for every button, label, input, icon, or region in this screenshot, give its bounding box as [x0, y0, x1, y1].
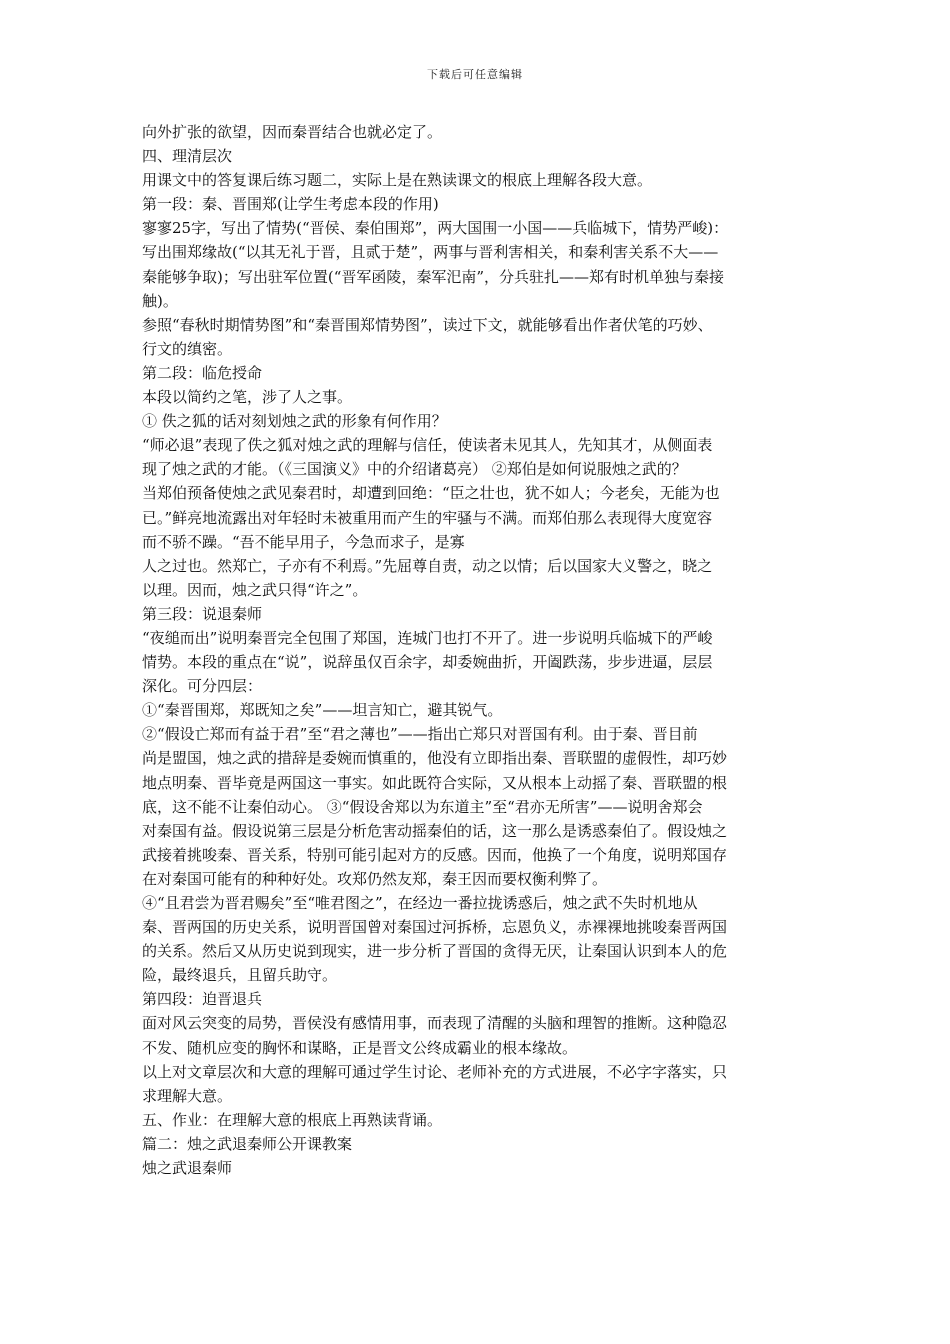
text-line: 险，最终退兵，且留兵助守。: [142, 966, 338, 985]
text-line: 以理。因而，烛之武只得“许之”。: [142, 580, 368, 599]
text-line: “夜缒而出”说明秦晋完全包围了郑国，连城门也打不开了。进一步说明兵临城下的严峻: [142, 628, 713, 647]
text-line: ②“假设亡郑而有益于君”至“君之薄也”——指出亡郑只对晋国有利。由于秦、晋目前: [142, 725, 698, 744]
text-line: 人之过也。然郑亡，子亦有不利焉。”先屈尊自责，动之以情；后以国家大义警之，晓之: [142, 556, 713, 575]
text-line: 现了烛之武的才能。（《三国演义》中的介绍诸葛亮） ②郑伯是如何说服烛之武的？: [142, 460, 687, 479]
section-heading: 五、作业：在理解大意的根底上再熟读背诵。: [142, 1110, 443, 1129]
text-line: 深化。可分四层：: [142, 677, 263, 696]
text-line: 对秦国有益。假设说第三层是分析危害动摇秦伯的话，这一那么是诱惑秦伯了。假设烛之: [142, 821, 728, 840]
text-line: 行文的缜密。: [142, 339, 233, 358]
document-body: [142, 120, 822, 1180]
text-line: 求理解大意。: [142, 1086, 233, 1105]
section-heading: 第二段：临危授命: [142, 363, 263, 382]
text-line: 已。”鲜亮地流露出对年轻时未被重用而产生的牢骚与不满。而郑伯那么表现得大度宽容: [142, 508, 713, 527]
text-line: 的关系。然后又从历史说到现实，进一步分析了晋国的贪得无厌，让秦国认识到本人的危: [142, 942, 728, 961]
section-heading: 烛之武退秦师: [142, 1159, 233, 1178]
text-line: ① 佚之狐的话对刻划烛之武的形象有何作用？: [142, 412, 447, 431]
text-line: 秦、晋两国的历史关系，说明晋国曾对秦国过河拆桥，忘恩负义，赤裸裸地挑唆秦晋两国: [142, 918, 728, 937]
section-heading: 篇二：烛之武退秦师公开课教案: [142, 1134, 353, 1153]
text-line: 地点明秦、晋毕竟是两国这一事实。如此既符合实际，又从根本上动摇了秦、晋联盟的根: [142, 773, 728, 792]
section-heading: 第三段：说退秦师: [142, 604, 263, 623]
text-line: 而不骄不躁。“吾不能早用子，今急而求子，是寡: [142, 532, 465, 551]
text-line: 寥寥25字，写出了情势(“晋侯、秦伯围郑”，两大国围一小国——兵临城下，情势严峻)：: [142, 219, 729, 238]
text-line: 本段以简约之笔，涉了人之事。: [142, 388, 353, 407]
text-line: 面对风云突变的局势，晋侯没有感情用事，而表现了清醒的头脑和理智的推断。这种隐忍: [142, 1014, 728, 1033]
text-line: 写出围郑缘故(“以其无礼于晋，且贰于楚”，两事与晋利害相关，和秦利害关系不大——: [142, 243, 719, 262]
page-header: 下载后可任意编辑: [427, 68, 523, 81]
text-line: 底，这不能不让秦伯动心。 ③“假设舍郑以为东道主”至“君亦无所害”——说明舍郑会: [142, 797, 703, 816]
text-line: 触)。: [142, 291, 178, 310]
section-heading: 第一段：秦、晋围郑(让学生考虑本段的作用): [142, 195, 439, 214]
text-line: 不发、随机应变的胸怀和谋略，正是晋文公终成霸业的根本缘故。: [142, 1038, 578, 1057]
text-line: 武接着挑唆秦、晋关系，特别可能引起对方的反感。因而，他换了一个角度，说明郑国存: [142, 845, 728, 864]
text-line: ①“秦晋围郑，郑既知之矣”——坦言知亡，避其锐气。: [142, 701, 503, 720]
section-heading: 第四段：迫晋退兵: [142, 990, 263, 1009]
text-line: 情势。本段的重点在“说”，说辞虽仅百余字，却委婉曲折，开阖跌荡，步步进逼，层层: [142, 653, 713, 672]
text-line: ④“且君尝为晋君赐矣”至“唯君图之”，在经边一番拉拢诱惑后，烛之武不失时机地从: [142, 894, 698, 912]
text-line: 当郑伯预备使烛之武见秦君时，却遭到回绝：“臣之壮也，犹不如人；今老矣，无能为也: [142, 484, 720, 503]
text-line: 在对秦国可能有的种种好处。攻郑仍然友郑，秦王因而要权衡利弊了。: [142, 869, 608, 888]
text-line: 以上对文章层次和大意的理解可通过学生讨论、老师补充的方式进展，不必字字落实，只: [142, 1062, 728, 1081]
text-line: “师必退”表现了佚之狐对烛之武的理解与信任，使读者未见其人，先知其才，从侧面表: [142, 436, 713, 455]
text-line: 秦能够争取)；写出驻军位置(“晋军函陵，秦军汜南”，分兵驻扎——郑有时机单独与秦接: [142, 267, 725, 286]
text-line: 尚是盟国，烛之武的措辞是委婉而慎重的，他没有立即指出秦、晋联盟的虚假性，却巧妙: [142, 749, 728, 768]
text-line: 用课文中的答复课后练习题二，实际上是在熟读课文的根底上理解各段大意。: [142, 171, 653, 190]
text-line: 向外扩张的欲望，因而秦晋结合也就必定了。: [142, 123, 443, 141]
text-line: 参照“春秋时期情势图”和“秦晋围郑情势图”，读过下文，就能够看出作者伏笔的巧妙、: [142, 315, 713, 334]
section-heading: 四、理清层次: [142, 147, 233, 166]
